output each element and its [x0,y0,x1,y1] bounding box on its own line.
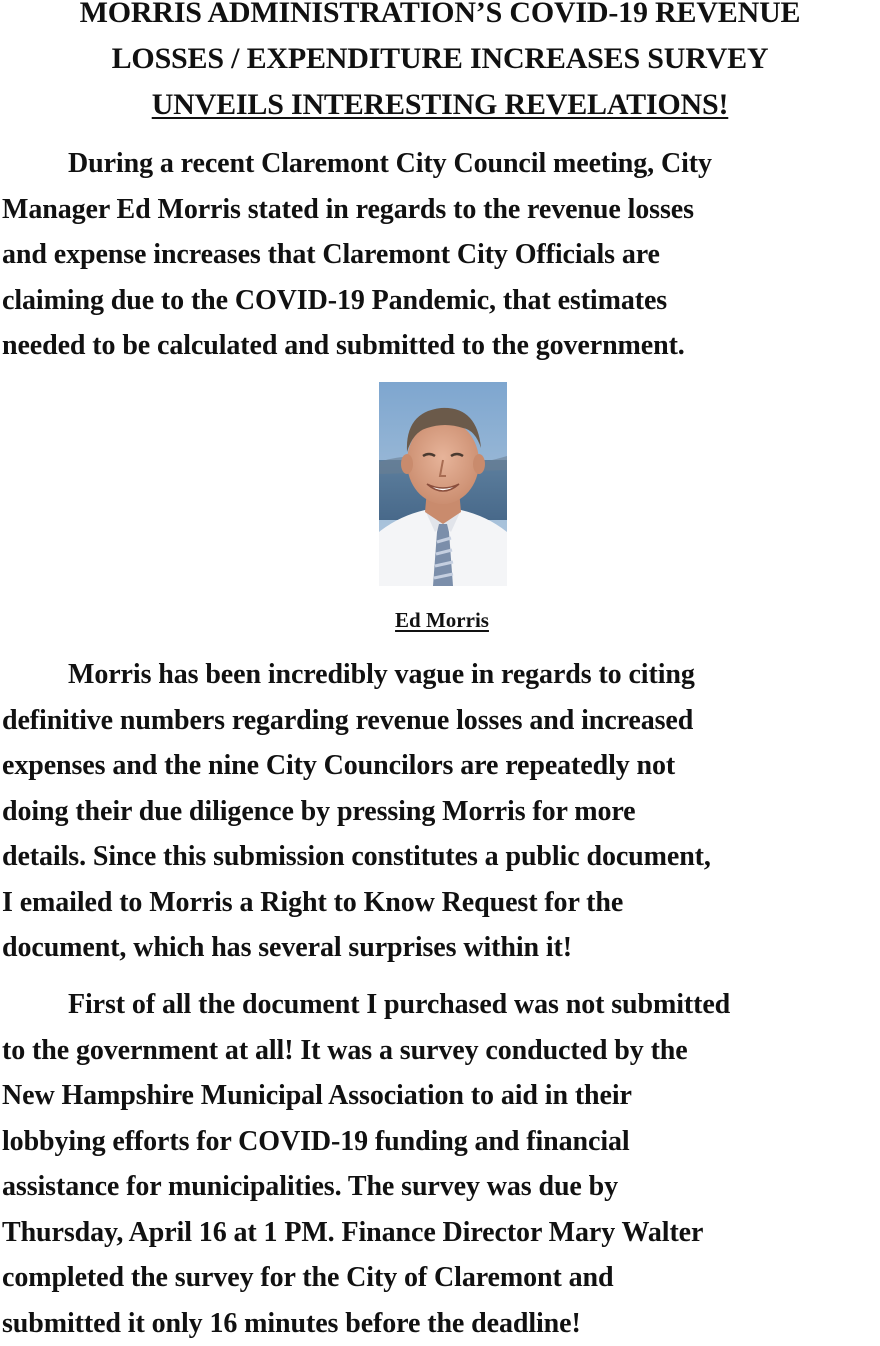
photo-caption [0,606,880,634]
headline-line-1: MORRIS ADMINISTRATION’S COVID-19 REVENUE [0,0,880,36]
paragraph-line: completed the survey for the City of Claremont and [2,1255,878,1301]
paragraph-line: and expense increases that Claremont City Officials are [2,232,878,278]
paragraph-survey [2,982,878,1346]
paragraph-line: Morris has been incredibly vague in regards to citing [2,652,878,698]
paragraph-line: needed to be calculated and submitted to the government. [2,323,878,369]
paragraph-line: First of all the document I purchased was not submitted [2,982,878,1028]
headline-line-3: UNVEILS INTERESTING REVELATIONS! [152,88,729,121]
paragraph-intro [2,141,878,369]
paragraph-line: lobbying efforts for COVID-19 funding and financial [2,1119,878,1165]
paragraph-line: details. Since this submission constitutes a public document, [2,834,878,880]
paragraph-line: I emailed to Morris a Right to Know Request for the [2,880,878,926]
paragraph-line: assistance for municipalities. The survey was due by [2,1164,878,1210]
paragraph-line: New Hampshire Municipal Association to aid in their [2,1073,878,1119]
paragraph-line: During a recent Claremont City Council meeting, City [2,141,878,187]
headline-line-2: LOSSES / EXPENDITURE INCREASES SURVEY [0,36,880,82]
headline [0,0,880,128]
paragraph-line: document, which has several surprises within it! [2,925,878,971]
paragraph-line: doing their due diligence by pressing Morris for more [2,789,878,835]
paragraph-line: submitted it only 16 minutes before the deadline! [2,1301,878,1346]
photo-caption-text: Ed Morris [395,608,489,632]
paragraph-line: claiming due to the COVID-19 Pandemic, that estimates [2,278,878,324]
ed-morris-photo [379,382,507,586]
paragraph-line: definitive numbers regarding revenue losses and increased [2,698,878,744]
paragraph-line: Thursday, April 16 at 1 PM. Finance Director Mary Walter [2,1210,878,1256]
paragraph-line: to the government at all! It was a survey conducted by the [2,1028,878,1074]
paragraph-vague [2,652,878,971]
paragraph-line: Manager Ed Morris stated in regards to the revenue losses [2,187,878,233]
paragraph-line: expenses and the nine City Councilors are repeatedly not [2,743,878,789]
